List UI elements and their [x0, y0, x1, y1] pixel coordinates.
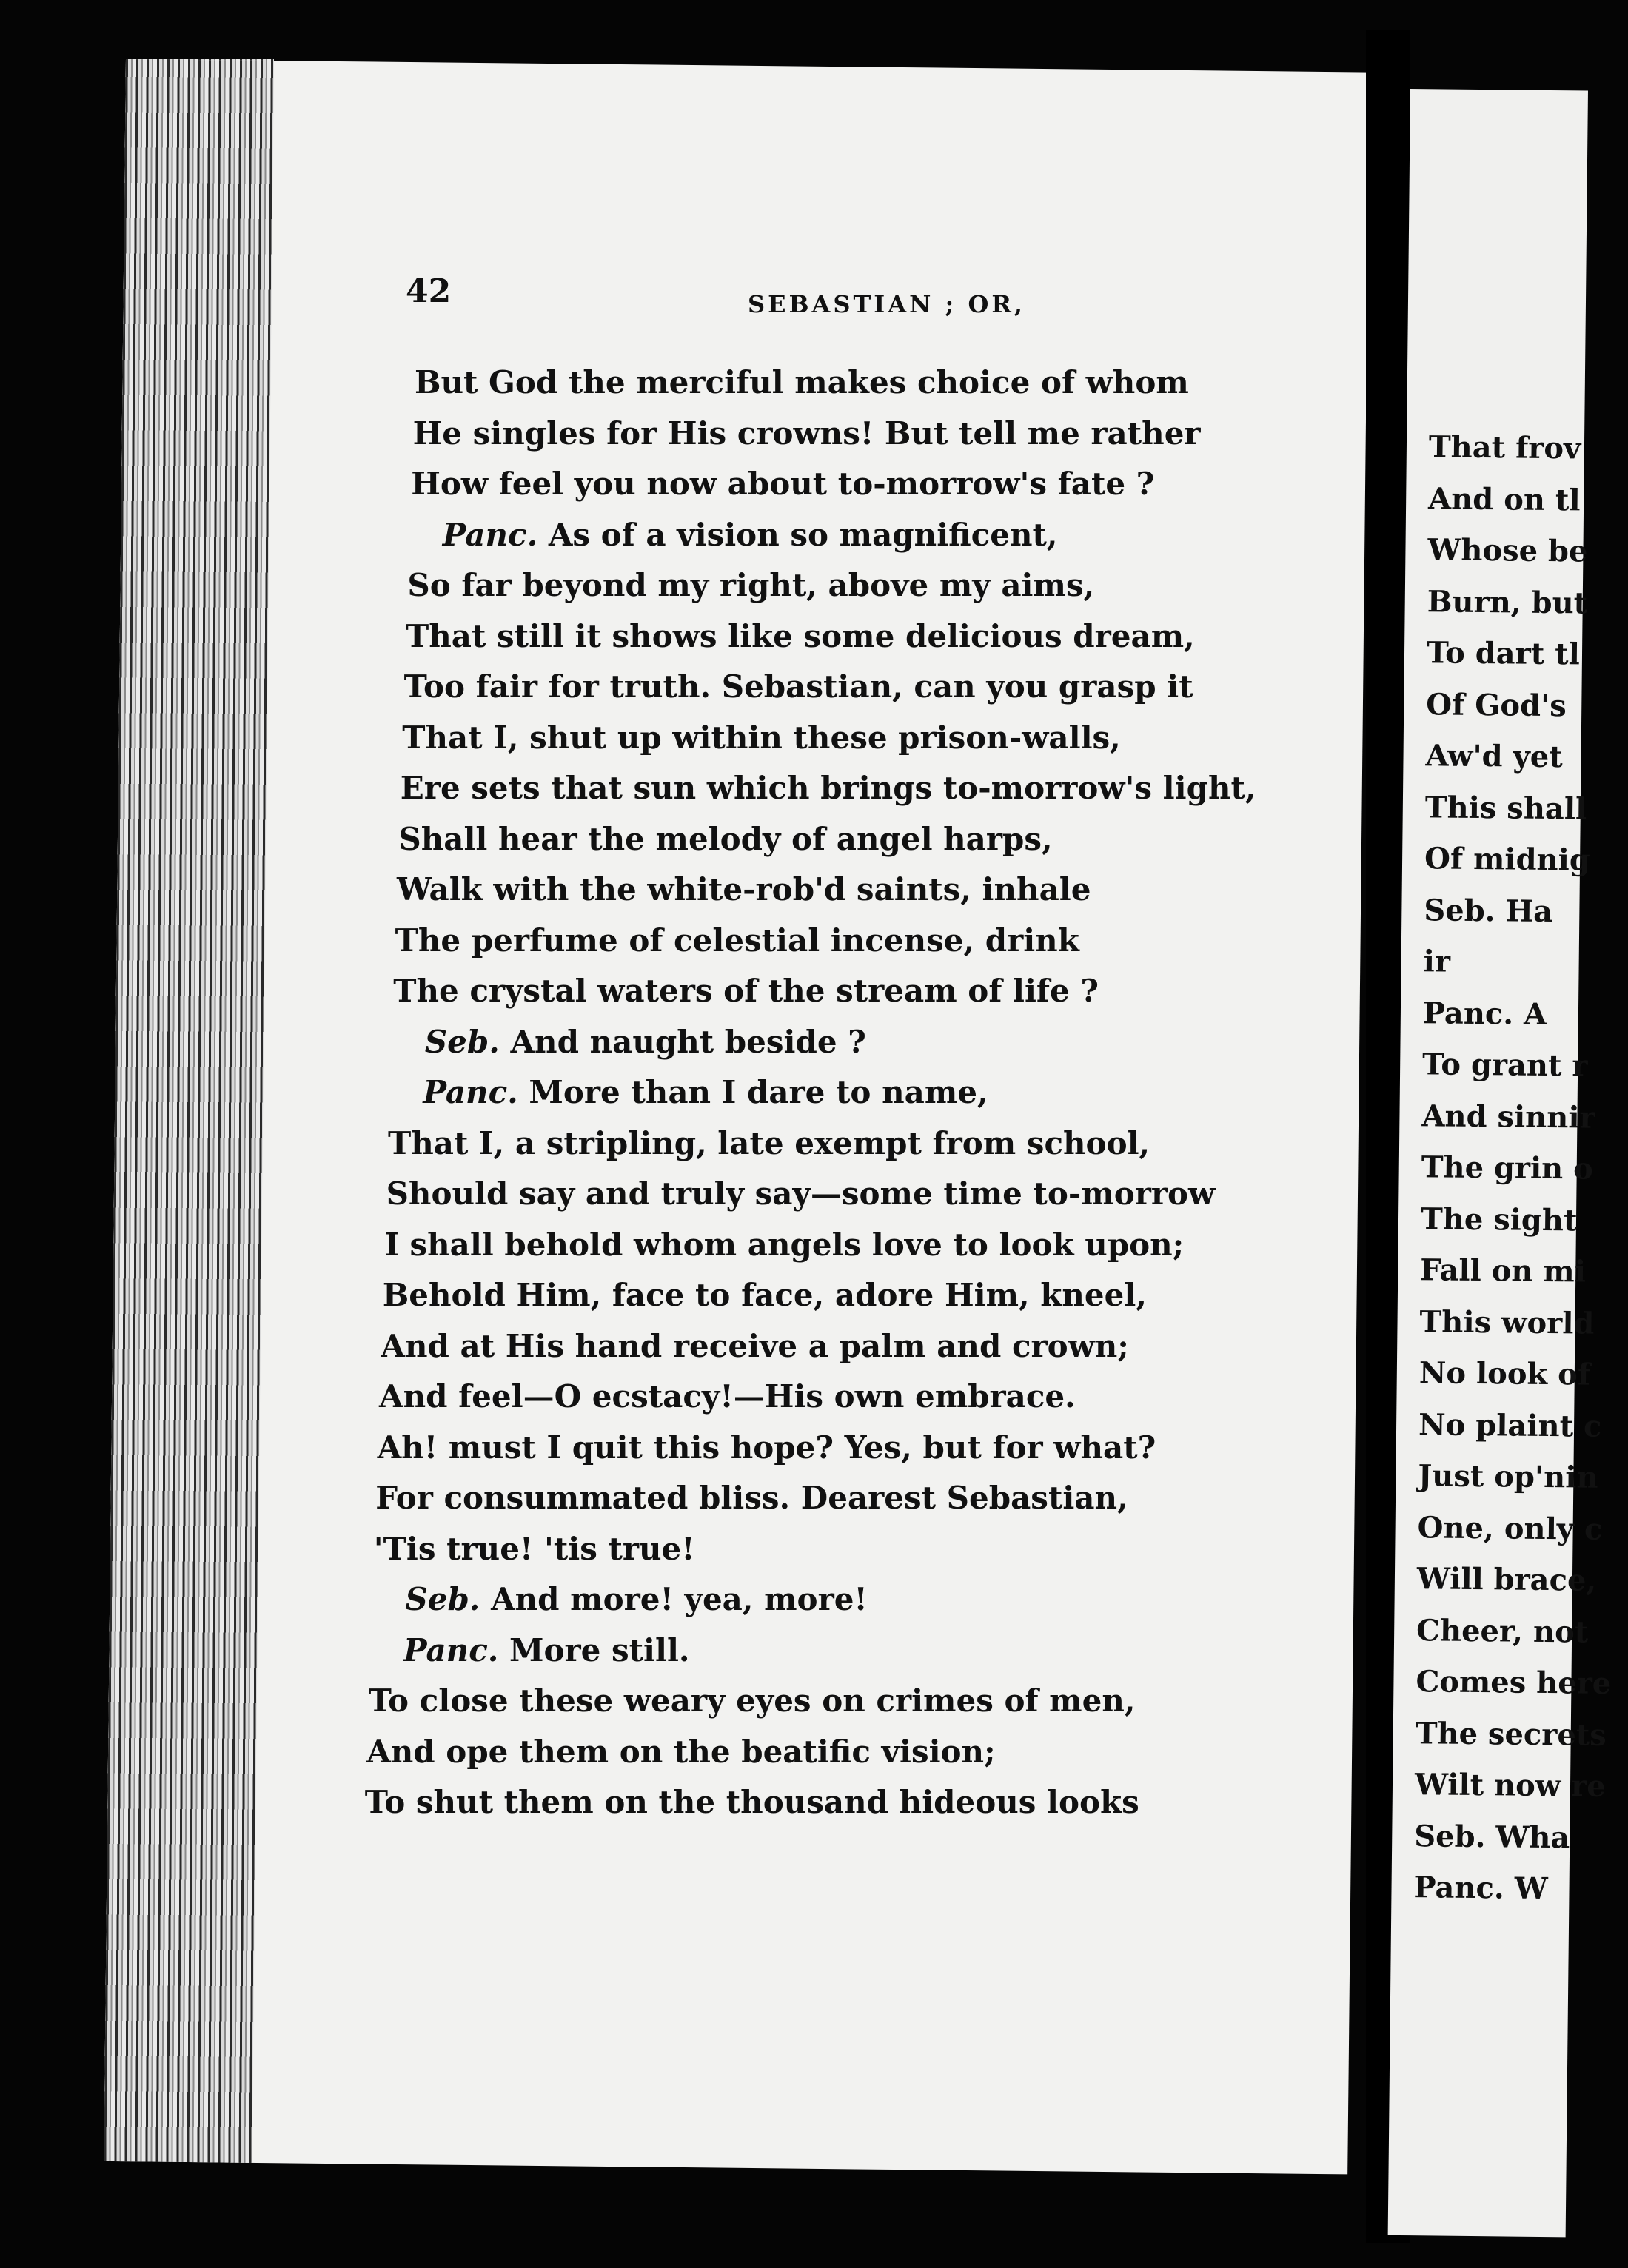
verse-text: As of a vision so magnificent, [548, 516, 1058, 553]
verse-line-cut: The sight [1420, 1201, 1578, 1238]
verse-line-cut: To dart tl [1426, 635, 1581, 672]
verse-line [401, 770, 1256, 806]
verse-text: The perfume of celestial incense, drink [395, 922, 1079, 959]
verse-text: And more! yea, more! [491, 1581, 868, 1617]
verse-line [415, 364, 1189, 400]
speaker-name: Seb. [405, 1581, 480, 1617]
verse-text: Ah! must I quit this hope? Yes, but for what? [377, 1429, 1156, 1466]
verse-line-cut: Aw'd yet [1425, 738, 1563, 775]
verse-line [398, 821, 1052, 857]
verse-text: 'Tis true! 'tis true! [373, 1530, 695, 1567]
verse-line [375, 1480, 1128, 1516]
verse-text: Behold Him, face to face, adore Him, kneel, [382, 1277, 1147, 1313]
verse-line [378, 1429, 1156, 1466]
verse-line-cut: Just op'nin [1418, 1458, 1598, 1495]
verse-line [413, 415, 1201, 452]
verse-text: That I, a stripling, late exempt from school, [388, 1124, 1150, 1161]
verse-text: And naught beside ? [510, 1023, 866, 1060]
right-page [1388, 89, 1612, 2237]
verse-line [383, 1277, 1147, 1313]
verse-line [379, 1378, 1076, 1415]
speaker-name: Panc. [423, 1074, 518, 1110]
verse-line [384, 1227, 1184, 1263]
verse-text: But God the merciful makes choice of whom [415, 364, 1189, 400]
verse-line [365, 1784, 1139, 1820]
verse-line-cut: Seb. Wha [1414, 1818, 1570, 1855]
verse-line-cut: Panc. W [1413, 1870, 1548, 1907]
verse-text: The crystal waters of the stream of life ? [393, 973, 1099, 1009]
verse-text: To shut them on the thousand hideous looks [364, 1784, 1139, 1820]
verse-line [403, 1632, 690, 1668]
verse-text: That I, shut up within these prison-walls, [402, 719, 1121, 756]
verse-line-cut: Wilt now re [1414, 1767, 1606, 1804]
verse-text: And feel—O ecstacy!—His own embrace. [379, 1378, 1076, 1415]
verse-text: Too fair for truth. Sebastian, can you grasp it [403, 668, 1193, 705]
verse-text: So far beyond my right, above my aims, [407, 567, 1095, 603]
verse-line-cut: Cheer, not [1416, 1612, 1589, 1650]
verse-line [374, 1531, 695, 1567]
verse-line [393, 973, 1099, 1009]
verse-line [423, 1074, 988, 1110]
verse-text: I shall behold whom angels love to look upon; [384, 1226, 1185, 1263]
verse-line-cut: And on tl [1427, 480, 1581, 517]
verse-line-cut: Of God's [1426, 686, 1567, 723]
verse-line [425, 1024, 866, 1060]
verse-line-cut: Seb. Ha [1424, 892, 1553, 929]
verse-line [381, 1328, 1128, 1364]
verse-text: More still. [509, 1631, 690, 1668]
verse-line-cut: Will brace, [1416, 1561, 1597, 1598]
verse-line-cut: Fall on mi [1420, 1252, 1587, 1289]
verse-line-cut: This world [1419, 1304, 1595, 1341]
verse-text: More than I dare to name, [529, 1074, 988, 1110]
verse-line [386, 1175, 1216, 1212]
verse-line-cut: Whose be [1427, 532, 1588, 569]
right-page-text [1410, 89, 1612, 1907]
verse-line-cut: Comes here [1416, 1664, 1612, 1701]
verse-text: Walk with the white-rob'd saints, inhale [397, 871, 1091, 907]
verse-text: Shall hear the melody of angel harps, [398, 820, 1053, 857]
verse-line-cut: Of midnig [1424, 841, 1591, 878]
verse-line [411, 466, 1154, 502]
verse-line [397, 871, 1091, 907]
verse-line [443, 517, 1058, 553]
verse-text: And at His hand receive a palm and crown; [381, 1327, 1129, 1364]
verse-line-cut: No look of [1418, 1355, 1591, 1392]
verse-text: He singles for His crowns! But tell me rather [412, 415, 1201, 452]
verse-line [395, 922, 1079, 959]
verse-line [388, 1125, 1150, 1161]
verse-text: That still it shows like some delicious dream, [406, 617, 1195, 654]
left-page-edge-stack [104, 59, 274, 2163]
verse-line-cut: The secrets [1415, 1715, 1607, 1753]
verse-line [406, 618, 1195, 654]
verse-line-cut: One, only c [1417, 1509, 1603, 1547]
speaker-name: Seb. [424, 1023, 500, 1060]
verse-line [405, 1581, 867, 1617]
verse-line-cut: And sinnir [1421, 1098, 1595, 1135]
verse-text: Should say and truly say—some time to-morrow [386, 1175, 1216, 1212]
verse-line [369, 1682, 1136, 1719]
page-number: 42 [406, 272, 452, 310]
verse-text: Ere sets that sun which brings to-morrow's light, [400, 770, 1256, 806]
verse-line-cut: Burn, but [1427, 583, 1588, 621]
verse-line-cut: The grin o [1421, 1150, 1594, 1187]
verse-line-cut: No plaint c [1418, 1406, 1602, 1444]
verse-line [407, 567, 1094, 603]
verse-text: To close these weary eyes on crimes of men, [368, 1682, 1136, 1719]
verse-line [366, 1734, 995, 1770]
verse-line [404, 668, 1193, 705]
verse-text: And ope them on the beatific vision; [366, 1733, 996, 1770]
verse-line [402, 719, 1121, 756]
verse-line-cut: Panc. A [1422, 995, 1547, 1032]
verse-text: How feel you now about to-morrow's fate ? [411, 466, 1155, 502]
verse-text: For consummated bliss. Dearest Sebastian, [375, 1480, 1128, 1516]
verse-line-cut: To grant r [1421, 1047, 1588, 1084]
verse-line-cut: This shall [1424, 789, 1587, 827]
speaker-name: Panc. [442, 516, 538, 553]
speaker-name: Panc. [403, 1631, 499, 1668]
running-head: SEBASTIAN ; OR, [748, 290, 1026, 318]
verse-line-cut: That frov [1428, 429, 1581, 466]
verse-line-cut: ir [1423, 944, 1451, 979]
